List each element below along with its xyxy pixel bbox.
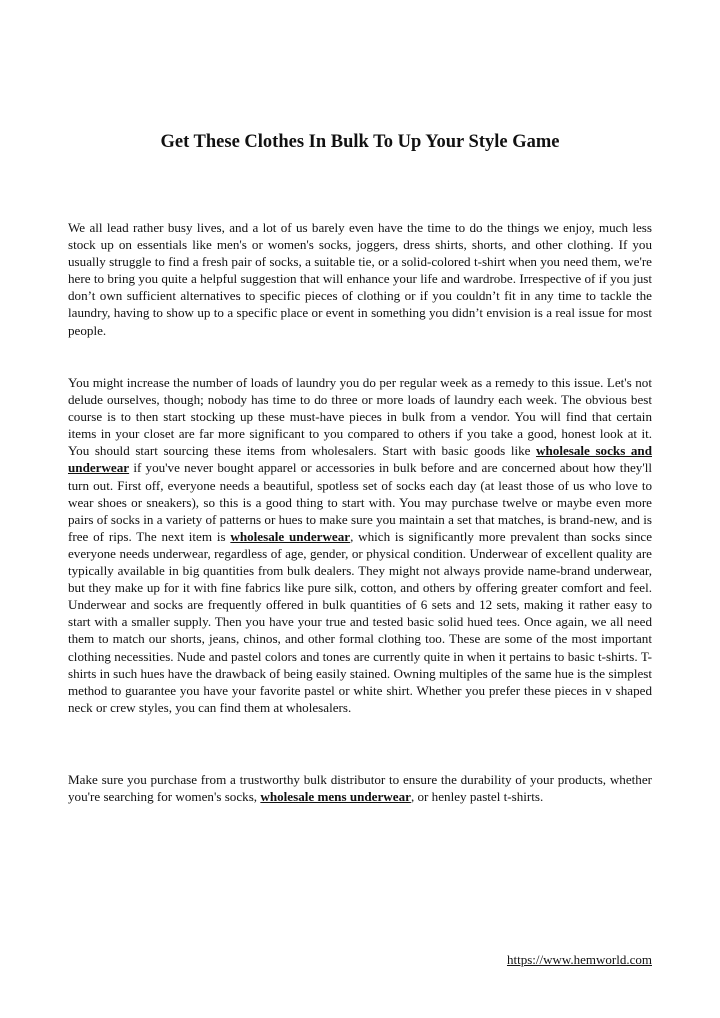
paragraph-2-text-1: You might increase the number of loads of laundry you do per regular week as a remedy to this issue. Let's not delude ourselves, though; nobody has time to do three or more loads of laundry each week. The obvious best course is to then start stocking up these must-have pieces in bulk from a vendor. You will find that certain items in your closet are far more significant to you compared to others if you take a good, honest look at it. You should start sourcing these items from wholesalers. Start with basic goods like (68, 375, 652, 459)
paragraph-3-text-2: , or henley pastel t-shirts. (410, 789, 544, 805)
paragraph-3 (68, 771, 652, 805)
paragraph-2 (68, 374, 652, 716)
wholesale-socks-and-underwear-link[interactable]: wholesale socks and underwear (68, 443, 652, 476)
paragraph-2-text-3: , which is significantly more prevalent than socks since everyone needs underwear, regardless of age, gender, or physical condition. Underwear of excellent quality are typically available in big quantities from bulk dealers. They might not always provide name-brand underwear, but they make up for it with fine fabrics like pure silk, cotton, and others by offering greater comfort and feel. Underwear and socks are frequently offered in bulk quantities of 6 sets and 12 sets, making it rather easy to start with a smaller supply. Then you have your true and tested basic solid hued tees. Once again, we all need them to match our shorts, jeans, chinos, and other formal clothing too. These are some of the most important clothing necessities. Nude and pastel colors and tones are currently quite in when it pertains to basic t-shirts. T-shirts in such hues have the drawback of being easily stained. Owning multiples of the same hue is the simplest method to guarantee you have your favorite pastel or white shirt. Whether you prefer these pieces in v shaped neck or crew styles, you can find them at wholesalers. (68, 528, 653, 715)
wholesale-mens-underwear-link[interactable]: wholesale mens underwear (260, 789, 411, 805)
wholesale-underwear-link[interactable]: wholesale underwear (230, 528, 351, 544)
paragraph-1: We all lead rather busy lives, and a lot of us barely even have the time to do the things we enjoy, much less stock up on essentials like men's or women's socks, joggers, dress shirts, shorts, and other clothing. If you usually struggle to find a fresh pair of socks, a suitable tie, or a solid-colored t-shirt when you need them, we're here to bring you quite a helpful suggestion that will enhance your life and wardrobe. Irrespective of if you just don’t own sufficient alternatives to specific pieces of clothing or if you couldn’t fit in any time to tackle the laundry, having to show up to a specific place or event in something you didn’t envision is a real issue for most people. (68, 220, 652, 338)
page-title: Get These Clothes In Bulk To Up Your Style Game (160, 132, 560, 152)
paragraph-3-text-1: Make sure you purchase from a trustworthy bulk distributor to ensure the durability of your products, whether you're searching for women's socks, (68, 772, 652, 805)
paragraph-2-text-2: if you've never bought apparel or accessories in bulk before and are concerned about how they'll turn out. First off, everyone needs a beautiful, spotless set of socks each day (at least those of us who love to wear shoes or sneakers), so this is a good thing to start with. You may purchase twelve or maybe even more pairs of socks in a variety of patterns or hues to make sure you maintain a set that matches, is brand-new, and is free of rips. The next item is (68, 460, 652, 544)
footer-website-link[interactable]: https://www.hemworld.com (506, 952, 652, 967)
